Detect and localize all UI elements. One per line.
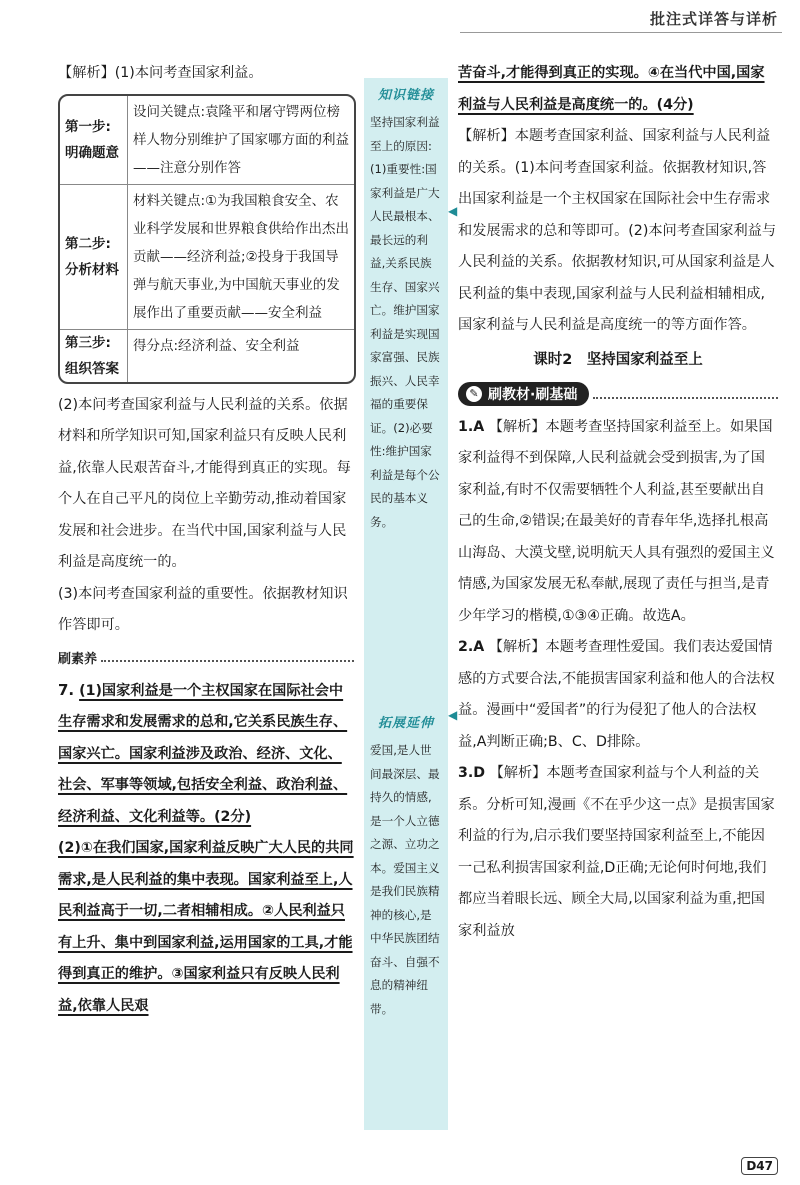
extension-title: 拓展延伸 [377, 716, 434, 731]
question-2-number: 2.A [458, 639, 485, 655]
page-header-title: 批注式详答与详析 [649, 10, 778, 28]
question-3-text: 【解析】本题考查国家利益与个人利益的关系。分析可知,漫画《不在乎少这一点》是损害国家利益的行为,启示我们要坚持国家利益至上,不能因一己私利损害国家利益,D正确;无论何时何地,我们都应当着眼长远、顾全大局,以国家利益为重,把国家利益放 [458, 765, 775, 939]
analysis-part-2: (2)本问考查国家利益与人民利益的关系。依据材料和所学知识可知,国家利益只有反映人民利益,依靠人民艰苦奋斗,才能得到真正的实现。每个人在自己平凡的岗位上辛勤劳动,推动着国家发展和社会进步。在当代中国,国家利益与人民利益是高度统一的。 [58, 396, 351, 570]
step-body: 材料关键点:①为我国粮食安全、农业科学发展和世界粮食供给作出杰出贡献——经济利益;②投身于我国导弹与航天事业,为中国航天事业的发展作出了重要贡献——安全利益 [133, 192, 349, 321]
shu-yang-label: 刷素养 [58, 651, 98, 667]
step-row-1 [60, 96, 354, 185]
knowledge-link-title: 知识链接 [377, 88, 434, 103]
question-2 [458, 632, 778, 758]
step-head-line1: 第二步: [65, 235, 111, 252]
answer-continuation-text: 苦奋斗,才能得到真正的实现。④在当代中国,国家利益与人民利益是高度统一的。(4分) [458, 65, 765, 113]
question-7-part-1: (1)国家利益是一个主权国家在国际社会中生存需求和发展需求的总和,它关系民族生存、国家兴亡。国家利益涉及政治、经济、文化、社会、军事等领域,包括安全利益、政治利益、经济利益、文化利益等。(2分) [58, 682, 348, 825]
answer-continuation [458, 58, 778, 121]
brush-label: 刷教材·刷基础 [488, 386, 578, 403]
step-head-line1: 第三步: [65, 334, 111, 351]
arrow-left-icon: ◀ [448, 708, 458, 722]
page-number: D47 [741, 1157, 778, 1175]
question-1-text: 【解析】本题考查坚持国家利益至上。如果国家利益得不到保障,人民利益就会受到损害,为了国家利益,有时不仅需要牺牲个人利益,甚至要献出自己的生命,②错误;在最美好的青春年华,选择扎根高山海岛、大漠戈壁,说明航天人具有强烈的爱国主义情感,为国家发展无私奉献,展现了责任与担当,是青少年学习的楷模,①③④正确。故选A。 [458, 418, 775, 624]
question-3 [458, 758, 778, 947]
lesson-title: 课时2 坚持国家利益至上 [533, 351, 703, 368]
question-7-part-2: (2)①在我们国家,国家利益反映广大人民的共同需求,是人民利益的集中表现。国家利益至上,人民利益高于一切,二者相辅相成。②人民利益只有上升、集中到国家利益,运用国家的工具,才能得到真正的维护。③国家利益只有反映人民利益,依靠人民艰 [58, 840, 354, 1014]
left-column [58, 58, 354, 1022]
step-row-3 [60, 330, 354, 382]
extension-text: 爱国,是人世间最深层、最持久的情感,是一个人立德之源、立功之本。爱国主义是我们民族精神的核心,是中华民族团结奋斗、自强不息的精神纽带。 [370, 743, 440, 1016]
step-head [60, 330, 128, 382]
answer-analysis: 【解析】本题考查国家利益、国家利益与人民利益的关系。(1)本问考查国家利益。依据教材知识,答出国家利益是一个主权国家在国际社会中生存需求和发展需求的总和等即可。(2)本问考查国家利益与人民利益的关系。依据教材知识,可从国家利益是人民利益的集中表现,国家利益与人民利益相辅相成,国家利益与人民利益是高度统一的等方面作答。 [458, 128, 777, 333]
question-7-answer-2 [58, 833, 354, 1022]
analysis-part-3: (3)本问考查国家利益的重要性。依据教材知识作答即可。 [58, 585, 348, 633]
step-row-2 [60, 185, 354, 330]
dotted-divider [593, 389, 778, 399]
brush-section-bar [458, 382, 778, 406]
knowledge-link-text: 坚持国家利益至上的原因:(1)重要性:国家利益是广大人民最根本、最长远的利益,关系民族生存、国家兴亡。维护国家利益是实现国家富强、民族振兴、人民幸福的重要保证。(2)必要性:维护国家利益是每个公民的基本义务。 [370, 115, 440, 529]
step-head [60, 185, 128, 329]
shu-yang-section-bar [58, 648, 354, 667]
step-head-line2: 分析材料 [65, 261, 119, 278]
step-body: 设问关键点:袁隆平和屠守锷两位榜样人物分别维护了国家哪方面的利益——注意分别作答 [133, 103, 349, 176]
question-7-answer-1 [58, 675, 354, 834]
arrow-left-icon: ◀ [448, 204, 458, 218]
question-2-text: 【解析】本题考查理性爱国。我们表达爱国情感的方式要合法,不能损害国家利益和他人的合法权益。漫画中“爱国者”的行为侵犯了他人的合法权益,A判断正确;B、C、D排除。 [458, 639, 775, 750]
extension-note [364, 706, 448, 1021]
step-head-line2: 组织答案 [65, 360, 119, 377]
step-head [60, 96, 128, 184]
step-body: 得分点:经济利益、安全利益 [133, 337, 300, 354]
brush-pill [458, 382, 589, 406]
dotted-divider [101, 652, 354, 662]
question-number: 7. [58, 680, 75, 699]
step-head-line2: 明确题意 [65, 144, 119, 161]
step-table [58, 94, 356, 384]
right-column [458, 58, 778, 947]
question-1-number: 1.A [458, 418, 485, 435]
question-1 [458, 412, 778, 633]
analysis-intro: 【解析】(1)本问考查国家利益。 [58, 65, 263, 81]
margin-notes-column [364, 78, 448, 1130]
question-3-number: 3.D [458, 765, 486, 781]
step-head-line1: 第一步: [65, 118, 111, 135]
header-divider [460, 32, 782, 33]
pencil-icon: ✎ [466, 386, 482, 402]
